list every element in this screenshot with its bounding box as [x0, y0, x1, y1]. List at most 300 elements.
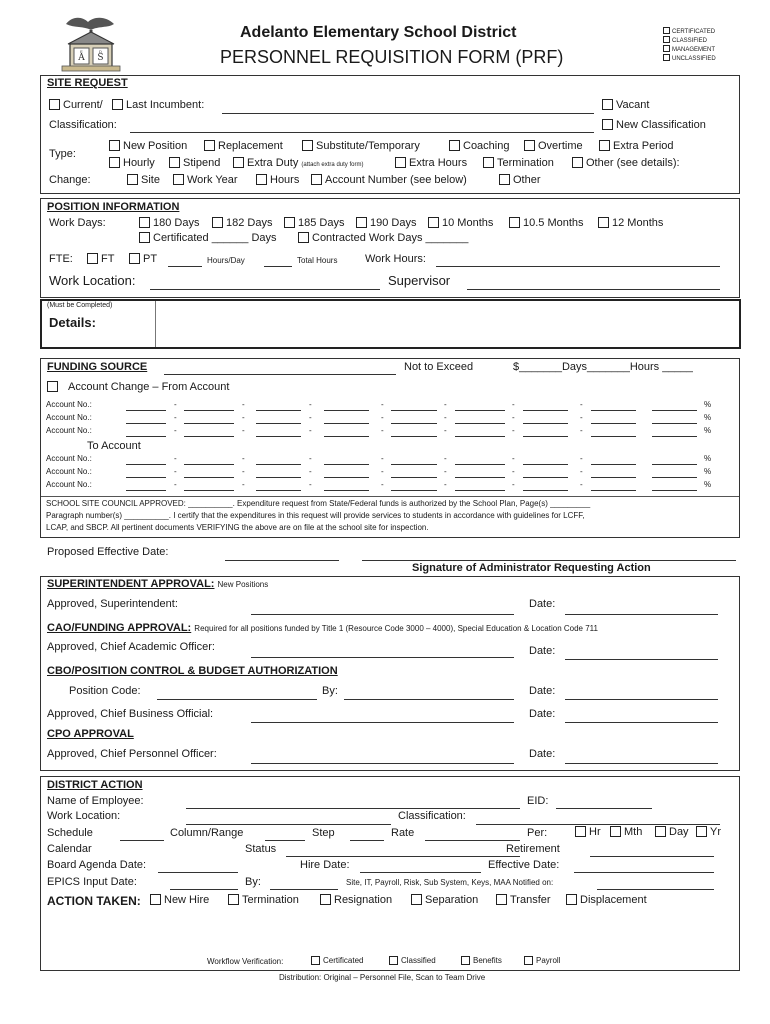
workflow-label: Workflow Verification: [207, 957, 284, 966]
checkbox[interactable] [320, 894, 331, 905]
percent-sign: % [704, 400, 712, 409]
schedule-label: Schedule [47, 827, 93, 839]
days-180[interactable]: 180 Days [139, 217, 199, 229]
from-account-segment[interactable] [523, 423, 568, 424]
to-account-label-3: Account No.: [46, 480, 92, 489]
to-account-segment[interactable] [391, 464, 437, 465]
checkbox[interactable] [509, 217, 520, 228]
workflow-payroll[interactable]: Payroll [524, 956, 560, 965]
classification-label: Classification: [49, 119, 117, 131]
from-account-segment[interactable] [455, 436, 505, 437]
segment-separator: - [242, 413, 245, 422]
segment-separator: - [381, 467, 384, 476]
cbo-date1-label: Date: [529, 685, 556, 697]
last-incumbent-checkbox[interactable]: Last Incumbent: [112, 99, 204, 111]
checkbox[interactable] [575, 826, 586, 837]
svg-text:A: A [78, 53, 85, 63]
to-account-segment[interactable] [652, 477, 697, 478]
segment-separator: - [580, 400, 583, 409]
checkbox[interactable] [109, 157, 120, 168]
change-account-number[interactable]: Account Number (see below) [311, 174, 467, 186]
type-extra-period[interactable]: Extra Period [599, 140, 674, 152]
type-label: Type: [49, 148, 76, 160]
proposed-effective-label: Proposed Effective Date: [47, 546, 169, 558]
hours-day-label: Hours/Day [207, 256, 245, 265]
type-extra-hours[interactable]: Extra Hours [395, 157, 467, 169]
fte-label: FTE: [49, 253, 73, 265]
checkbox[interactable] [524, 140, 535, 151]
cao-date-label: Date: [529, 645, 556, 657]
from-account-label-2: Account No.: [46, 413, 92, 422]
to-account-segment[interactable] [184, 477, 234, 478]
to-account-segment[interactable] [591, 490, 636, 491]
checkbox[interactable] [655, 826, 666, 837]
category-unclassified[interactable]: UNCLASSIFIED [663, 54, 716, 62]
checkbox[interactable] [47, 381, 58, 392]
percent-sign: % [704, 413, 712, 422]
fte-ft[interactable]: FT [87, 253, 114, 265]
action-taken-label: ACTION TAKEN: [47, 894, 141, 908]
from-account-segment[interactable] [523, 436, 568, 437]
segment-separator: - [444, 413, 447, 422]
checkbox[interactable] [496, 894, 507, 905]
supt-date-field[interactable] [565, 614, 718, 615]
to-account-segment[interactable] [324, 464, 369, 465]
segment-separator: - [444, 454, 447, 463]
to-account-segment[interactable] [523, 490, 568, 491]
checkbox[interactable] [112, 99, 123, 110]
to-account-segment[interactable] [126, 490, 166, 491]
signature-label: Signature of Administrator Requesting Action [412, 562, 651, 574]
rate-field[interactable] [425, 840, 520, 841]
segment-separator: - [580, 467, 583, 476]
segment-separator: - [174, 467, 177, 476]
cbo-by-label: By: [322, 685, 338, 697]
segment-separator: - [512, 467, 515, 476]
hire-date-field[interactable] [360, 872, 481, 873]
workflow-benefits[interactable]: Benefits [461, 956, 502, 965]
category-management[interactable]: MANAGEMENT [663, 45, 715, 53]
checkbox[interactable] [233, 157, 244, 168]
segment-separator: - [174, 400, 177, 409]
checkbox[interactable] [483, 157, 494, 168]
cpo-date-field[interactable] [565, 763, 718, 764]
to-account-segment[interactable] [324, 477, 369, 478]
checkbox[interactable] [696, 826, 707, 837]
checkbox[interactable] [395, 157, 406, 168]
checkbox[interactable] [127, 174, 138, 185]
to-account-segment[interactable] [184, 490, 234, 491]
per-day[interactable]: Day [655, 826, 689, 838]
work-hours-field[interactable] [436, 266, 720, 267]
epics-by-label: By: [245, 876, 261, 888]
cbo-approved-label: Approved, Chief Business Official: [47, 708, 214, 720]
from-account-segment[interactable] [324, 423, 369, 424]
type-other-details[interactable]: Other (see details): [572, 157, 680, 169]
per-mth[interactable]: Mth [610, 826, 642, 838]
cbo-date2-label: Date: [529, 708, 556, 720]
checkbox[interactable] [150, 894, 161, 905]
type-new-position[interactable]: New Position [109, 140, 187, 152]
segment-separator: - [512, 454, 515, 463]
change-site[interactable]: Site [127, 174, 160, 186]
work-hours-label: Work Hours: [365, 253, 426, 265]
cbo-date1-field[interactable] [565, 699, 718, 700]
from-account-label-1: Account No.: [46, 400, 92, 409]
svg-text:E: E [80, 49, 83, 54]
from-account-segment[interactable] [391, 423, 437, 424]
from-account-segment[interactable] [126, 436, 166, 437]
rate-label: Rate [391, 827, 415, 839]
employee-name-field[interactable] [186, 808, 520, 809]
action-termination[interactable]: Termination [228, 894, 299, 906]
checkbox[interactable] [598, 217, 609, 228]
type-coaching[interactable]: Coaching [449, 140, 509, 152]
column-range-field[interactable] [265, 840, 305, 841]
cao-date-field[interactable] [565, 659, 718, 660]
segment-separator: - [309, 454, 312, 463]
eid-label: EID: [527, 795, 549, 807]
employee-name-label: Name of Employee: [47, 795, 144, 807]
days-182[interactable]: 182 Days [212, 217, 272, 229]
supt-signature-field[interactable] [251, 614, 514, 615]
effective-date-field[interactable] [574, 872, 714, 873]
action-resignation[interactable]: Resignation [320, 894, 392, 906]
to-account-segment[interactable] [455, 490, 505, 491]
segment-separator: - [444, 467, 447, 476]
from-account-segment[interactable] [652, 423, 697, 424]
checkbox[interactable] [599, 140, 610, 151]
from-account-segment[interactable] [184, 410, 234, 411]
to-account-segment[interactable] [455, 464, 505, 465]
days-12-months[interactable]: 12 Months [598, 217, 663, 229]
checkbox[interactable] [87, 253, 98, 264]
type-hourly[interactable]: Hourly [109, 157, 155, 169]
segment-separator: - [512, 426, 515, 435]
to-account-label-2: Account No.: [46, 467, 92, 476]
segment-separator: - [242, 467, 245, 476]
action-new-hire[interactable]: New Hire [150, 894, 209, 906]
epics-label: EPICS Input Date: [47, 876, 137, 888]
retirement-label: Retirement [506, 843, 560, 855]
distribution-note: Distribution: Original – Personnel File, Scan to Team Drive [279, 973, 486, 982]
checkbox[interactable] [461, 956, 470, 965]
district-work-location-field[interactable] [186, 824, 391, 825]
to-account-segment[interactable] [591, 477, 636, 478]
days-185[interactable]: 185 Days [284, 217, 344, 229]
cao-signature-field[interactable] [251, 657, 514, 658]
segment-separator: - [381, 400, 384, 409]
from-account-segment[interactable] [591, 410, 636, 411]
checkbox[interactable] [663, 36, 670, 43]
hours-day-field[interactable] [168, 266, 202, 267]
from-account-segment[interactable] [523, 410, 568, 411]
cbo-by-field[interactable] [344, 699, 514, 700]
details-divider [155, 301, 156, 347]
checkbox[interactable] [129, 253, 140, 264]
notified-label: Site, IT, Payroll, Risk, Sub System, Keys, MAA Notified on: [346, 878, 554, 887]
from-account-segment[interactable] [324, 410, 369, 411]
checkbox[interactable] [449, 140, 460, 151]
district-classification-field[interactable] [476, 824, 720, 825]
segment-separator: - [444, 480, 447, 489]
to-account-label-1: Account No.: [46, 454, 92, 463]
checkbox[interactable] [228, 894, 239, 905]
status-label: Status [245, 843, 277, 855]
checkbox[interactable] [311, 956, 320, 965]
effective-date-label: Effective Date: [488, 859, 560, 871]
segment-separator: - [512, 400, 515, 409]
from-account-segment[interactable] [652, 436, 697, 437]
to-account-segment[interactable] [652, 464, 697, 465]
checkbox[interactable] [302, 140, 313, 151]
contracted-days[interactable]: Contracted Work Days _______ [298, 232, 468, 244]
type-termination[interactable]: Termination [483, 157, 554, 169]
checkbox[interactable] [610, 826, 621, 837]
classification-field[interactable] [130, 132, 594, 133]
board-date-field[interactable] [158, 872, 238, 873]
epics-by-field[interactable] [270, 889, 338, 890]
to-account-segment[interactable] [523, 477, 568, 478]
segment-separator: - [512, 480, 515, 489]
segment-separator: - [580, 426, 583, 435]
segment-separator: - [242, 400, 245, 409]
segment-separator: - [242, 454, 245, 463]
from-account-segment[interactable] [256, 410, 301, 411]
checkbox[interactable] [663, 45, 670, 52]
svg-text:D: D [99, 49, 102, 54]
to-account-segment[interactable] [455, 477, 505, 478]
checkbox[interactable] [298, 232, 309, 243]
change-hours[interactable]: Hours [256, 174, 299, 186]
type-replacement[interactable]: Replacement [204, 140, 283, 152]
cpo-signature-field[interactable] [251, 763, 514, 764]
cpo-date-label: Date: [529, 748, 556, 760]
from-account-segment[interactable] [391, 436, 437, 437]
supt-approved-label: Approved, Superintendent: [47, 598, 178, 610]
to-account-segment[interactable] [652, 490, 697, 491]
checkbox[interactable] [356, 217, 367, 228]
checkbox[interactable] [499, 174, 510, 185]
segment-separator: - [381, 426, 384, 435]
account-change-checkbox[interactable]: Account Change – From Account [47, 381, 229, 393]
funding-source-field[interactable] [164, 374, 396, 375]
cbo-signature-field[interactable] [251, 722, 514, 723]
checkbox[interactable] [663, 54, 670, 61]
checkbox[interactable] [389, 956, 398, 965]
total-hours-label: Total Hours [297, 256, 338, 265]
from-account-segment[interactable] [391, 410, 437, 411]
action-separation[interactable]: Separation [411, 894, 478, 906]
funding-heading: FUNDING SOURCE [47, 361, 148, 373]
position-code-field[interactable] [157, 699, 317, 700]
hire-date-label: Hire Date: [300, 859, 350, 871]
action-transfer[interactable]: Transfer [496, 894, 551, 906]
checkbox[interactable] [212, 217, 223, 228]
vacant-checkbox[interactable]: Vacant [602, 99, 649, 111]
checkbox[interactable] [428, 217, 439, 228]
checkbox[interactable] [49, 99, 60, 110]
segment-separator: - [444, 400, 447, 409]
segment-separator: - [580, 454, 583, 463]
checkbox[interactable] [524, 956, 533, 965]
from-account-segment[interactable] [126, 423, 166, 424]
from-account-segment[interactable] [256, 436, 301, 437]
to-account-segment[interactable] [523, 464, 568, 465]
district-seal [58, 14, 124, 74]
new-classification-checkbox[interactable]: New Classification [602, 119, 706, 131]
schedule-field[interactable] [120, 840, 164, 841]
segment-separator: - [174, 454, 177, 463]
to-account-segment[interactable] [126, 477, 166, 478]
action-displacement[interactable]: Displacement [566, 894, 647, 906]
checkbox[interactable] [139, 217, 150, 228]
to-account-segment[interactable] [591, 464, 636, 465]
segment-separator: - [309, 480, 312, 489]
council-approval-line2: Paragraph number(s) __________. I certify that the expenditures in this request will provide services to students in accordance with guidelines for LCFF, [46, 511, 585, 520]
checkbox[interactable] [602, 99, 613, 110]
category-certificated[interactable]: CERTIFICATED [663, 27, 715, 35]
from-account-segment[interactable] [591, 423, 636, 424]
to-account-segment[interactable] [256, 477, 301, 478]
days-190[interactable]: 190 Days [356, 217, 416, 229]
district-action-section [40, 776, 740, 971]
to-account-segment[interactable] [324, 490, 369, 491]
checkbox[interactable] [169, 157, 180, 168]
work-location-label: Work Location: [49, 273, 136, 288]
details-input[interactable] [160, 302, 736, 346]
change-other[interactable]: Other [499, 174, 541, 186]
checkbox[interactable] [204, 140, 215, 151]
column-range-label: Column/Range [170, 827, 244, 839]
from-account-segment[interactable] [324, 436, 369, 437]
eid-field[interactable] [556, 808, 652, 809]
per-hr[interactable]: Hr [575, 826, 601, 838]
checkbox[interactable] [109, 140, 120, 151]
cpo-heading: CPO APPROVAL [47, 728, 134, 740]
from-account-segment[interactable] [455, 410, 505, 411]
status-field[interactable] [286, 856, 520, 857]
checkbox[interactable] [173, 174, 184, 185]
from-account-segment[interactable] [455, 423, 505, 424]
to-account-segment[interactable] [391, 490, 437, 491]
from-account-segment[interactable] [184, 423, 234, 424]
epics-field[interactable] [170, 889, 238, 890]
checkbox[interactable] [663, 27, 670, 34]
from-account-segment[interactable] [126, 410, 166, 411]
days-10-months[interactable]: 10 Months [428, 217, 493, 229]
per-yr[interactable]: Yr [696, 826, 721, 838]
percent-sign: % [704, 454, 712, 463]
type-substitute[interactable]: Substitute/Temporary [302, 140, 420, 152]
checkbox[interactable] [256, 174, 267, 185]
district-work-location-label: Work Location: [47, 810, 121, 822]
category-classified[interactable]: CLASSIFIED [663, 36, 707, 44]
segment-separator: - [242, 480, 245, 489]
retirement-field[interactable] [590, 856, 714, 857]
change-work-year[interactable]: Work Year [173, 174, 238, 186]
cbo-date2-field[interactable] [565, 722, 718, 723]
details-label: Details: [49, 315, 96, 330]
to-account-segment[interactable] [256, 464, 301, 465]
days-10-5-months[interactable]: 10.5 Months [509, 217, 584, 229]
amount-days-hours[interactable]: $_______Days_______Hours _____ [513, 361, 693, 373]
segment-separator: - [174, 480, 177, 489]
checkbox[interactable] [572, 157, 583, 168]
administrator-signature-field[interactable] [362, 560, 736, 561]
from-account-segment[interactable] [652, 410, 697, 411]
segment-separator: - [444, 426, 447, 435]
supervisor-field[interactable] [467, 289, 720, 290]
from-account-segment[interactable] [256, 423, 301, 424]
work-days-label: Work Days: [49, 217, 106, 229]
to-account-segment[interactable] [184, 464, 234, 465]
work-location-field[interactable] [150, 289, 380, 290]
change-label: Change: [49, 174, 91, 186]
type-overtime[interactable]: Overtime [524, 140, 583, 152]
segment-separator: - [309, 467, 312, 476]
fte-pt[interactable]: PT [129, 253, 157, 265]
position-heading: POSITION INFORMATION [47, 201, 180, 213]
checkbox[interactable] [566, 894, 577, 905]
notified-field[interactable] [597, 889, 714, 890]
to-account-label: To Account [87, 440, 141, 452]
per-label: Per: [527, 827, 548, 839]
workflow-certificated[interactable]: Certificated [311, 956, 363, 965]
district-classification-label: Classification: [398, 810, 466, 822]
council-divider [41, 496, 739, 497]
to-account-segment[interactable] [256, 490, 301, 491]
type-extra-duty[interactable]: Extra Duty (attach extra duty form) [233, 157, 363, 169]
last-incumbent-field[interactable] [222, 113, 594, 114]
proposed-effective-field[interactable] [225, 560, 339, 561]
segment-separator: - [242, 426, 245, 435]
percent-sign: % [704, 480, 712, 489]
cao-approved-label: Approved, Chief Academic Officer: [47, 641, 215, 653]
supt-date-label: Date: [529, 598, 556, 610]
step-field[interactable] [350, 840, 384, 841]
to-account-segment[interactable] [391, 477, 437, 478]
supt-heading-row: SUPERINTENDENT APPROVAL: New Positions [47, 578, 269, 590]
council-approval-line1: SCHOOL SITE COUNCIL APPROVED: __________. Expenditure request from State/Federal funds is authorized by the School Plan, Page(s) _________ [46, 499, 591, 508]
percent-sign: % [704, 426, 712, 435]
from-account-segment[interactable] [184, 436, 234, 437]
to-account-segment[interactable] [126, 464, 166, 465]
segment-separator: - [512, 413, 515, 422]
checkbox[interactable] [284, 217, 295, 228]
site-request-heading: SITE REQUEST [47, 77, 128, 89]
checkbox[interactable] [602, 119, 613, 130]
current-checkbox[interactable]: Current/ [49, 99, 103, 111]
segment-separator: - [309, 426, 312, 435]
checkbox[interactable] [411, 894, 422, 905]
council-approval-line3: LCAP, and SBCP. All pertinent documents VERIFYING the above are on file at the school site for inspection. [46, 523, 429, 532]
certificated-days[interactable]: Certificated ______ Days [139, 232, 277, 244]
checkbox[interactable] [311, 174, 322, 185]
segment-separator: - [580, 413, 583, 422]
total-hours-field[interactable] [264, 266, 292, 267]
cpo-approved-label: Approved, Chief Personnel Officer: [47, 748, 217, 760]
position-code-label: Position Code: [69, 685, 141, 697]
from-account-segment[interactable] [591, 436, 636, 437]
segment-separator: - [381, 480, 384, 489]
type-stipend[interactable]: Stipend [169, 157, 220, 169]
supervisor-label: Supervisor [388, 273, 451, 288]
segment-separator: - [580, 480, 583, 489]
workflow-classified[interactable]: Classified [389, 956, 436, 965]
svg-text:S: S [97, 53, 104, 63]
checkbox[interactable] [139, 232, 150, 243]
